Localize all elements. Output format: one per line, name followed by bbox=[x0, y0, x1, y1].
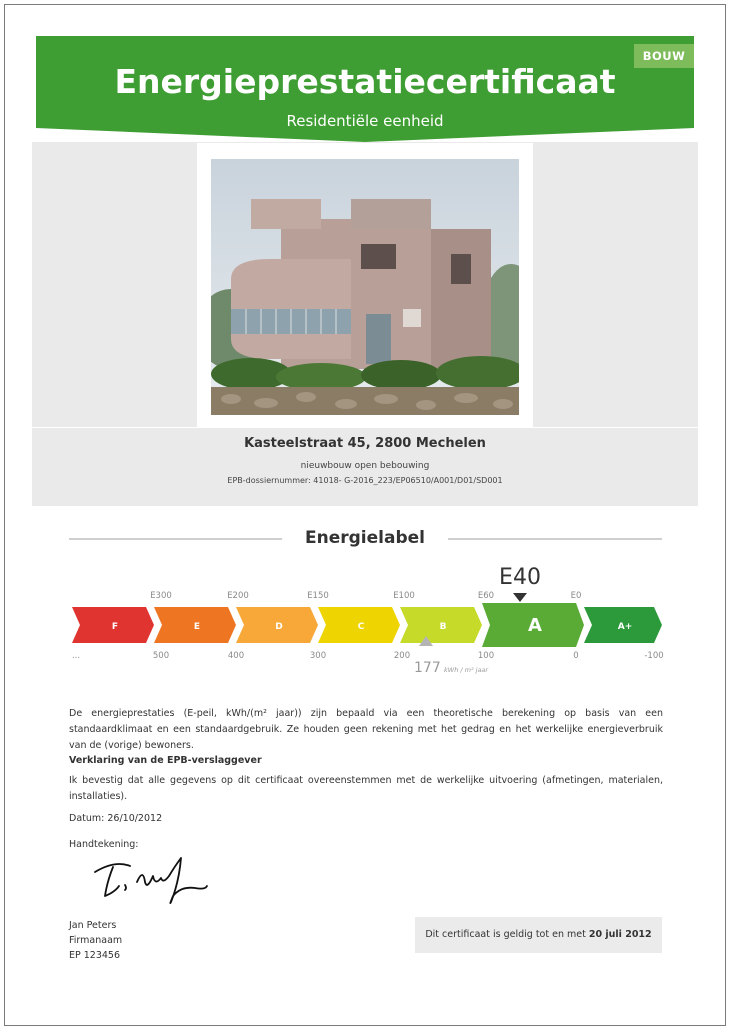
declaration-date: Datum: 26/10/2012 bbox=[69, 813, 163, 824]
page-subtitle: Residentiële eenheid bbox=[286, 112, 444, 130]
current-label-pointer bbox=[513, 593, 527, 602]
house-photo bbox=[197, 143, 533, 428]
bottom-tick-label: 400 bbox=[227, 651, 245, 661]
reference-value: 177 bbox=[414, 660, 441, 676]
label-class-text-F: F bbox=[111, 622, 119, 632]
energielabel-heading: Energielabel bbox=[305, 528, 425, 548]
validity-box bbox=[415, 917, 662, 953]
property-type: nieuwbouw open bebouwing bbox=[300, 461, 430, 471]
validity-date: 20 juli 2012 bbox=[588, 929, 652, 940]
bottom-tick-label: -100 bbox=[644, 651, 664, 661]
signer-name: Jan Peters bbox=[69, 920, 117, 931]
label-class-text-A: A bbox=[528, 615, 542, 636]
validity-text: Dit certificaat is geldig tot en met bbox=[425, 929, 586, 940]
top-tick-label: E300 bbox=[150, 591, 172, 601]
current-label-value: E40 bbox=[499, 565, 541, 590]
energy-scale bbox=[0, 560, 730, 680]
house-illustration bbox=[211, 159, 519, 415]
top-tick-label: E200 bbox=[227, 591, 249, 601]
page-title: Energieprestatiecertificaat bbox=[114, 62, 616, 101]
label-class-text-B: B bbox=[439, 622, 447, 632]
declaration-title: Verklaring van de EPB-verslaggever bbox=[69, 755, 262, 766]
bouw-tag: BOUW bbox=[634, 44, 694, 68]
signer-id: EP 123456 bbox=[69, 950, 121, 961]
top-tick-label: E100 bbox=[393, 591, 415, 601]
label-class-text-Aplus: A+ bbox=[617, 622, 633, 632]
reference-unit: kWh / m² jaar bbox=[444, 666, 489, 674]
bottom-tick-label: 500 bbox=[152, 651, 170, 661]
header-banner bbox=[36, 36, 694, 146]
dossier-number: EPB-dossiernummer: 41018- G-2016_223/EP06510/A001/D01/SD001 bbox=[227, 476, 503, 485]
top-tick-label: E60 bbox=[477, 591, 495, 601]
description-text: De energieprestaties (E-peil, kWh/(m² jaar)) zijn bepaald via een theoretische berekening op basis van een standaardklimaat en een standaardgebruik. Ze houden geen rekening met het gedrag en het werkelijke energieverbruik van de (vorige) bewoners. bbox=[69, 708, 663, 751]
signature-label: Handtekening: bbox=[69, 839, 139, 850]
label-class-text-D: D bbox=[275, 622, 283, 632]
bottom-tick-label: 0 bbox=[573, 651, 579, 661]
bottom-tick-label: 100 bbox=[477, 651, 495, 661]
handwritten-signature bbox=[85, 852, 215, 912]
signer-company: Firmanaam bbox=[69, 935, 123, 946]
top-tick-label: E0 bbox=[570, 591, 582, 601]
bottom-tick-label: 200 bbox=[393, 651, 411, 661]
label-class-text-C: C bbox=[357, 622, 365, 632]
declaration-text: Ik bevestig dat alle gegevens op dit certificaat overeenstemmen met de werkelijke uitvoering (afmetingen, materialen, installaties). bbox=[69, 775, 663, 802]
top-tick-label: E150 bbox=[307, 591, 329, 601]
property-address: Kasteelstraat 45, 2800 Mechelen bbox=[244, 436, 486, 451]
bottom-tick-label: 300 bbox=[309, 651, 327, 661]
label-class-text-E: E bbox=[193, 622, 201, 632]
bottom-tick-label: ... bbox=[71, 651, 81, 661]
